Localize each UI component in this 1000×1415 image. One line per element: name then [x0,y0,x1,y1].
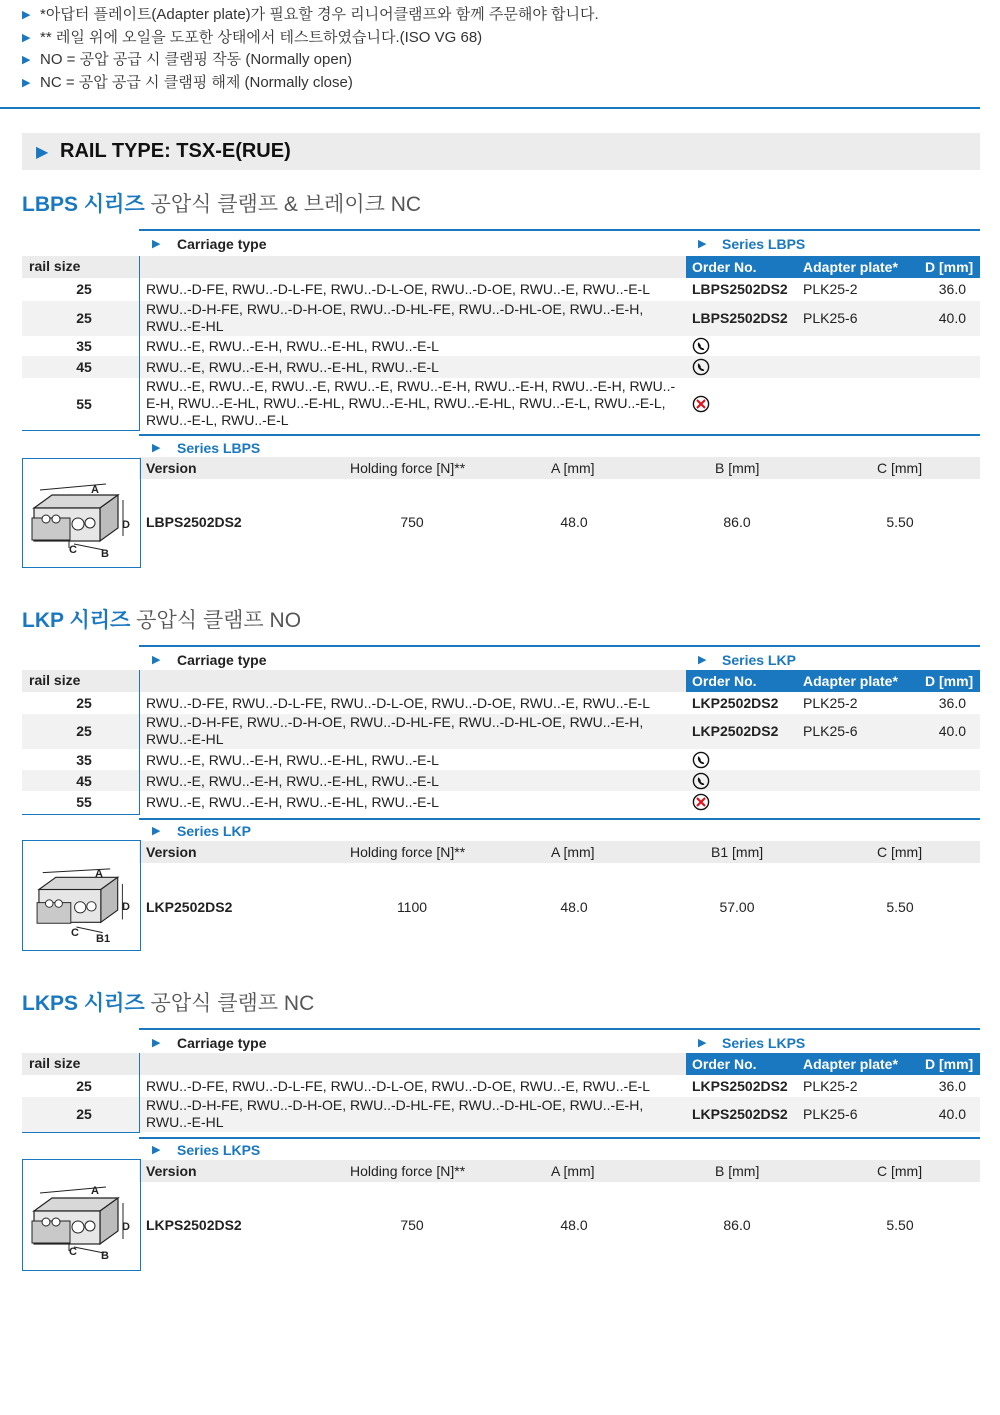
note-item [22,72,982,95]
rail-size-header: rail size [29,672,81,688]
diagram-label-a: A [91,1185,99,1197]
x-icon [692,793,710,811]
d-cell: 40.0 [938,1106,966,1122]
version-header: Version [146,460,197,476]
rail-size-box [22,1053,140,1133]
version-cell: LBPS2502DS2 [146,514,242,530]
b-cell: 86.0 [723,514,751,530]
carriage-cell: RWU..-E, RWU..-E-H, RWU..-E-HL, RWU..-E-L [146,752,439,768]
rail-size-box [22,256,140,431]
d-cell: 40.0 [938,723,966,739]
triangle-bullet-icon: ▶ [152,238,161,250]
clamp-diagram [26,1181,136,1261]
rail-size-cell: 25 [76,695,92,711]
rail-size-cell: 25 [76,1106,92,1122]
carriage-cell: RWU..-D-H-FE, RWU..-D-H-OE, RWU..-D-HL-FE, RWU..-D-HL-OE, RWU..-E-H, RWU..-E-HL [146,1097,644,1130]
b-cell: 86.0 [723,1217,751,1233]
holding-force-cell: 1100 [396,899,428,915]
clamp-diagram [30,867,136,942]
triangle-bullet-icon: ▶ [22,76,31,89]
series-desc: 공압식 클램프 NO [136,609,302,632]
spec-top-line [139,818,980,820]
c-cell: 5.50 [886,1217,914,1233]
carriage-cell: RWU..-D-H-FE, RWU..-D-H-OE, RWU..-D-HL-FE, RWU..-D-HL-OE, RWU..-E-H, RWU..-E-HL [146,714,644,747]
note-item [22,27,982,50]
carriage-cell: RWU..-E, RWU..-E, RWU..-E, RWU..-E, RWU..-E-H, RWU..-E-H, RWU..-E-H, RWU..-E-H, RWU..-E-HL, RWU..-E-HL, RWU..-E-HL, RWU..-E-HL, RWU..-E-L, RWU..-E-L, RWU..-E-L, RWU..-E-L [146,378,676,428]
triangle-bullet-icon: ▶ [698,1037,707,1049]
holding-force-header: Holding force [N]** [350,1163,466,1179]
a-header: A [mm] [551,844,595,860]
c-cell: 5.50 [886,514,914,530]
rail-size-cell: 25 [76,310,92,326]
section-title [22,987,314,1017]
version-header: Version [146,1163,197,1179]
triangle-bullet-icon: ▶ [152,654,161,666]
d-cell: 36.0 [938,695,966,711]
rail-size-cell: 25 [76,281,92,297]
phone-icon [692,358,710,376]
rail-size-cell: 35 [76,752,92,768]
adapter-cell: PLK25-2 [803,695,858,711]
diagram-label-d: D [122,519,130,531]
rail-size-header: rail size [29,1055,81,1071]
note-text: NC = 공압 공급 시 클램핑 해제 (Normally close) [40,73,353,91]
holding-force-header: Holding force [N]** [350,844,466,860]
version-cell: LKPS2502DS2 [146,1217,242,1233]
a-cell: 48.0 [560,514,588,530]
diagram-label-c: C [69,544,77,556]
b-header: B [mm] [715,460,760,476]
top-divider [0,107,980,109]
adapter-cell: PLK25-2 [803,281,858,297]
carriage-cell: RWU..-E, RWU..-E-H, RWU..-E-HL, RWU..-E-L [146,773,439,789]
rail-size-cell: 55 [76,396,92,412]
series-desc: 공압식 클램프 NC [150,992,315,1015]
note-text: ** 레일 위에 오일을 도포한 상태에서 테스트하였습니다.(ISO VG 68) [40,28,483,46]
diagram-label-a: A [91,484,99,496]
b-header: B1 [mm] [711,844,764,860]
spec-top-line [139,1137,980,1139]
d-header: D [mm] [925,1056,974,1072]
c-header: C [mm] [877,1163,923,1179]
triangle-bullet-icon: ▶ [152,1144,161,1156]
a-cell: 48.0 [560,1217,588,1233]
order-no-cell: LKPS2502DS2 [692,1106,788,1122]
carriage-cell: RWU..-E, RWU..-E-H, RWU..-E-HL, RWU..-E-L [146,359,439,375]
clamp-diagram [26,478,136,558]
order-no-cell: LKPS2502DS2 [692,1078,788,1094]
phone-icon [692,772,710,790]
table-top-line [139,645,980,647]
series-header: Series LBPS [722,236,806,252]
triangle-bullet-icon: ▶ [22,54,31,66]
diagram-label-c: C [71,927,79,939]
order-no-header: Order No. [692,259,757,275]
rail-type-title: RAIL TYPE: TSX-E(RUE) [60,140,291,162]
a-header: A [mm] [551,1163,595,1179]
c-header: C [mm] [877,460,923,476]
c-header: C [mm] [877,844,923,860]
table-top-line [139,1028,980,1030]
order-no-cell: LBPS2502DS2 [692,281,788,297]
triangle-bullet-icon: ▶ [152,442,161,454]
holding-force-header: Holding force [N]** [350,460,466,476]
triangle-bullet-icon: ▶ [152,825,161,837]
order-header-band [686,256,980,278]
carriage-cell: RWU..-E, RWU..-E-H, RWU..-E-HL, RWU..-E-L [146,794,439,810]
note-text: *아답터 플레이트(Adapter plate)가 필요할 경우 리니어클램프와 함께 주문해야 합니다. [40,6,599,23]
diagram-label-b: B [101,548,109,560]
series-name: LKPS 시리즈 [22,992,145,1015]
d-header: D [mm] [925,259,974,275]
section-title [22,604,301,634]
diagram-label-b1: B1 [96,933,111,945]
carriage-type-header: Carriage type [177,236,267,252]
adapter-plate-header: Adapter plate* [803,1056,898,1072]
table-top-line [139,229,980,231]
section-title [22,188,421,218]
series-header: Series LKP [722,652,796,668]
rail-size-box [22,670,140,815]
triangle-bullet-icon: ▶ [698,238,707,250]
phone-icon [692,337,710,355]
d-header: D [mm] [925,673,974,689]
adapter-cell: PLK25-6 [803,310,858,326]
order-no-cell: LKP2502DS2 [692,695,779,711]
order-no-header: Order No. [692,673,757,689]
d-cell: 36.0 [938,1078,966,1094]
triangle-bullet-icon: ▶ [36,144,49,161]
carriage-type-header: Carriage type [177,1035,267,1051]
version-cell: LKP2502DS2 [146,899,233,915]
spec-top-line [139,434,980,436]
diagram-label-d: D [122,1221,130,1233]
phone-icon [692,751,710,769]
spec-series-header: Series LBPS [177,440,261,456]
diagram-label-c: C [69,1246,77,1258]
series-name: LKP 시리즈 [22,609,131,632]
a-header: A [mm] [551,460,595,476]
holding-force-cell: 750 [400,1217,424,1233]
carriage-cell: RWU..-D-H-FE, RWU..-D-H-OE, RWU..-D-HL-FE, RWU..-D-HL-OE, RWU..-E-H, RWU..-E-HL [146,301,644,334]
c-cell: 5.50 [886,899,914,915]
order-no-header: Order No. [692,1056,757,1072]
diagram-label-a: A [95,868,103,880]
notes-list [22,4,982,94]
carriage-cell: RWU..-D-FE, RWU..-D-L-FE, RWU..-D-L-OE, RWU..-D-OE, RWU..-E, RWU..-E-L [146,695,650,711]
carriage-cell: RWU..-D-FE, RWU..-D-L-FE, RWU..-D-L-OE, RWU..-D-OE, RWU..-E, RWU..-E-L [146,1078,650,1094]
rail-size-header: rail size [29,258,81,274]
carriage-type-header: Carriage type [177,652,267,668]
adapter-plate-header: Adapter plate* [803,673,898,689]
triangle-bullet-icon: ▶ [22,31,31,44]
b-header: B [mm] [715,1163,760,1179]
b-cell: 57.00 [719,899,755,915]
d-cell: 36.0 [938,281,966,297]
adapter-cell: PLK25-2 [803,1078,858,1094]
version-header: Version [146,844,197,860]
rail-size-cell: 25 [76,1078,92,1094]
carriage-cell: RWU..-E, RWU..-E-H, RWU..-E-HL, RWU..-E-L [146,338,439,354]
note-item [22,4,982,27]
note-text: NO = 공압 공급 시 클램핑 작동 (Normally open) [40,51,353,68]
a-cell: 48.0 [560,899,588,915]
spec-series-header: Series LKPS [177,1142,261,1158]
holding-force-cell: 750 [400,514,424,530]
rail-size-cell: 25 [76,723,92,739]
series-desc: 공압식 클램프 & 브레이크 NC [150,193,422,216]
diagram-label-b: B [101,1250,109,1262]
series-header: Series LKPS [722,1035,806,1051]
rail-size-cell: 45 [76,359,92,375]
adapter-plate-header: Adapter plate* [803,259,898,275]
note-item [22,49,982,72]
order-no-cell: LKP2502DS2 [692,723,779,739]
adapter-cell: PLK25-6 [803,723,858,739]
d-cell: 40.0 [938,310,966,326]
order-header-band [686,670,980,692]
rail-size-cell: 45 [76,773,92,789]
series-name: LBPS 시리즈 [22,193,145,216]
x-icon [692,395,710,413]
triangle-bullet-icon: ▶ [698,654,707,666]
order-header-band [686,1053,980,1075]
spec-series-header: Series LKP [177,823,251,839]
diagram-label-d: D [122,901,130,913]
triangle-bullet-icon: ▶ [152,1037,161,1049]
adapter-cell: PLK25-6 [803,1106,858,1122]
rail-size-cell: 35 [76,338,92,354]
rail-type-bar [22,133,980,170]
triangle-bullet-icon: ▶ [22,9,31,21]
carriage-cell: RWU..-D-FE, RWU..-D-L-FE, RWU..-D-L-OE, RWU..-D-OE, RWU..-E, RWU..-E-L [146,281,650,297]
rail-size-cell: 55 [76,794,92,810]
order-no-cell: LBPS2502DS2 [692,310,788,326]
